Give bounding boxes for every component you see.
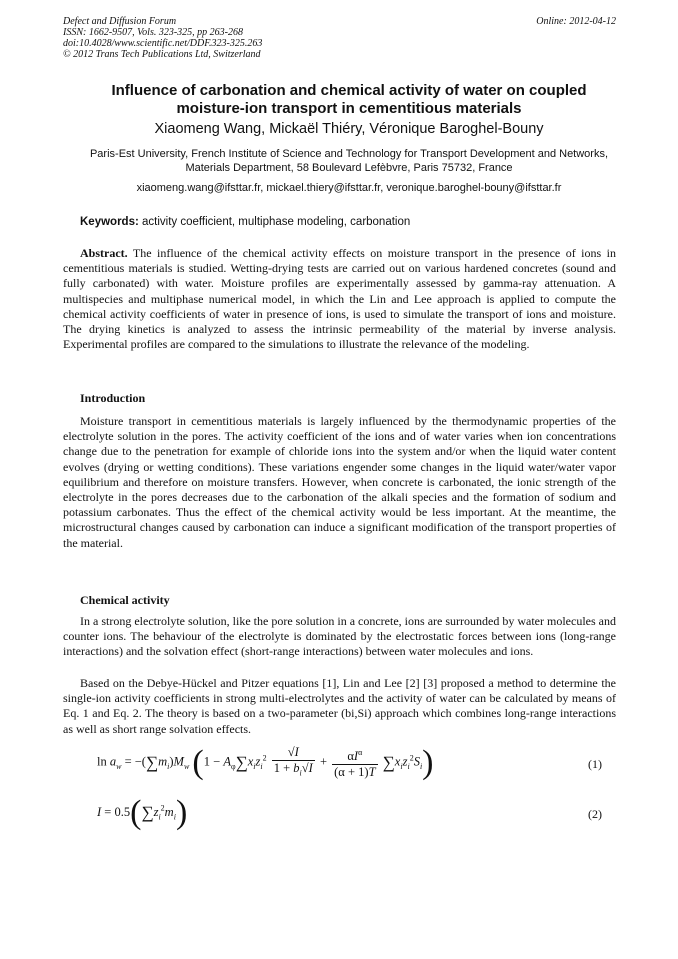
paper-title: Influence of carbonation and chemical activity of water on coupled moisture-ion transport in cementitious materials <box>111 82 587 117</box>
intro-heading: Introduction <box>80 391 146 405</box>
chem-heading: Chemical activity <box>80 593 170 607</box>
emails: xiaomeng.wang@ifsttar.fr, mickael.thiery@ifsttar.fr, veronique.baroghel-bouny@ifsttar.fr <box>136 182 562 194</box>
equation-2-number: (2) <box>588 807 602 821</box>
keywords-label: Keywords: <box>80 216 139 228</box>
chem-para-1: In a strong electrolyte solution, like the pore solution in a concrete, ions are surrounded by water molecules and counter ions. The behaviour of the electrolyte is dominated by the electrostatic forces between ions (long-range interactions) and the solvation effect (short-range interactions) between water molecules and ions. <box>63 614 616 659</box>
keywords-text: activity coefficient, multiphase modeling, carbonation <box>142 216 411 228</box>
header-line: doi:10.4028/www.scientific.net/DDF.323-325.263 <box>63 38 263 49</box>
abstract-label: Abstract. <box>80 246 128 260</box>
equation-1: $\ln a_w = -(\sum m_i)M_w$ ($1 - A_\varphi\sum x_iz_i^2$ $\frac{√I}{1 + b_i√I}$ + $\frac{\alpha I^\alpha}{(\alpha + 1)T}$ $\sum x_iz_i^2S_i$) <box>97 743 434 781</box>
equation-2: $I = 0.5(\sum z_i^2m_i)$ <box>97 794 188 831</box>
abstract-text: The influence of the chemical activity effects on moisture transport in the presence of ions in cementitious materials is studied. Wetting-drying tests are carried out on various hardened concretes (sound and fully carbonated) with water. Moisture profiles are experimentally assessed by gamma-ray attenuation. A multispecies and multiphase numerical model, in which the Lin and Lee approach is applied to compute the chemical activity coefficients of water in presence of ions, is used to simulate the transport of ions and moisture. The drying kinetics is analyzed to assess the intrinsic permeability of the material by inverse analysis. Experimental profiles are compared to the simulations to illustrate the relevance of the modeling. <box>63 246 616 352</box>
journal-header <box>63 16 616 60</box>
affiliation: Paris-Est University, French Institute of Science and Technology for Transport Development and Networks, Materials Department, 58 Boulevard Lefèbvre, Paris 75732, France <box>89 148 609 174</box>
header-line: © 2012 Trans Tech Publications Ltd, Switzerland <box>63 49 261 60</box>
chem-para-2: Based on the Debye-Hückel and Pitzer equations [1], Lin and Lee [2] [3] proposed a method to determine the single-ion activity coefficients in strong multi-electrolytes and the activity of water can be calculated by means of Eq. 1 and Eq. 2. The theory is based on a two-parameter (bi,Si) approach which combines long-range interactions as well as short range solvation effects. <box>63 676 616 736</box>
intro-text: Moisture transport in cementitious materials is largely influenced by the thermodynamic properties of the electrolyte solution in the pores. The activity coefficient of the ions and of water varies when ion concentrations change due to the penetration for example of chloride ions into the system and/or when the liquid water content evolves (drying or wetting conditions). These variations engender some changes in the liquid water/water vapor equilibrium and therefore on moisture transfers. However, when concrete is carbonated, the ionic strength of the electrolyte in the pores decreases due to the carbonation of the alkali species and the formation of sodium and potassium carbonates. Thus the effect of the chemical activity would be less important. At the meantime, the microstructural changes caused by carbonation can induce a significant modification of the transport properties of the material. <box>63 414 616 550</box>
equation-1-number: (1) <box>588 757 602 771</box>
authors: Xiaomeng Wang, Mickaël Thiéry, Véronique Baroghel-Bouny <box>154 121 544 137</box>
header-line: Defect and Diffusion Forum <box>63 16 177 27</box>
online-date: Online: 2012-04-12 <box>536 16 616 27</box>
keywords <box>80 216 410 228</box>
abstract <box>63 246 616 352</box>
header-line: ISSN: 1662-9507, Vols. 323-325, pp 263-268 <box>63 27 243 38</box>
